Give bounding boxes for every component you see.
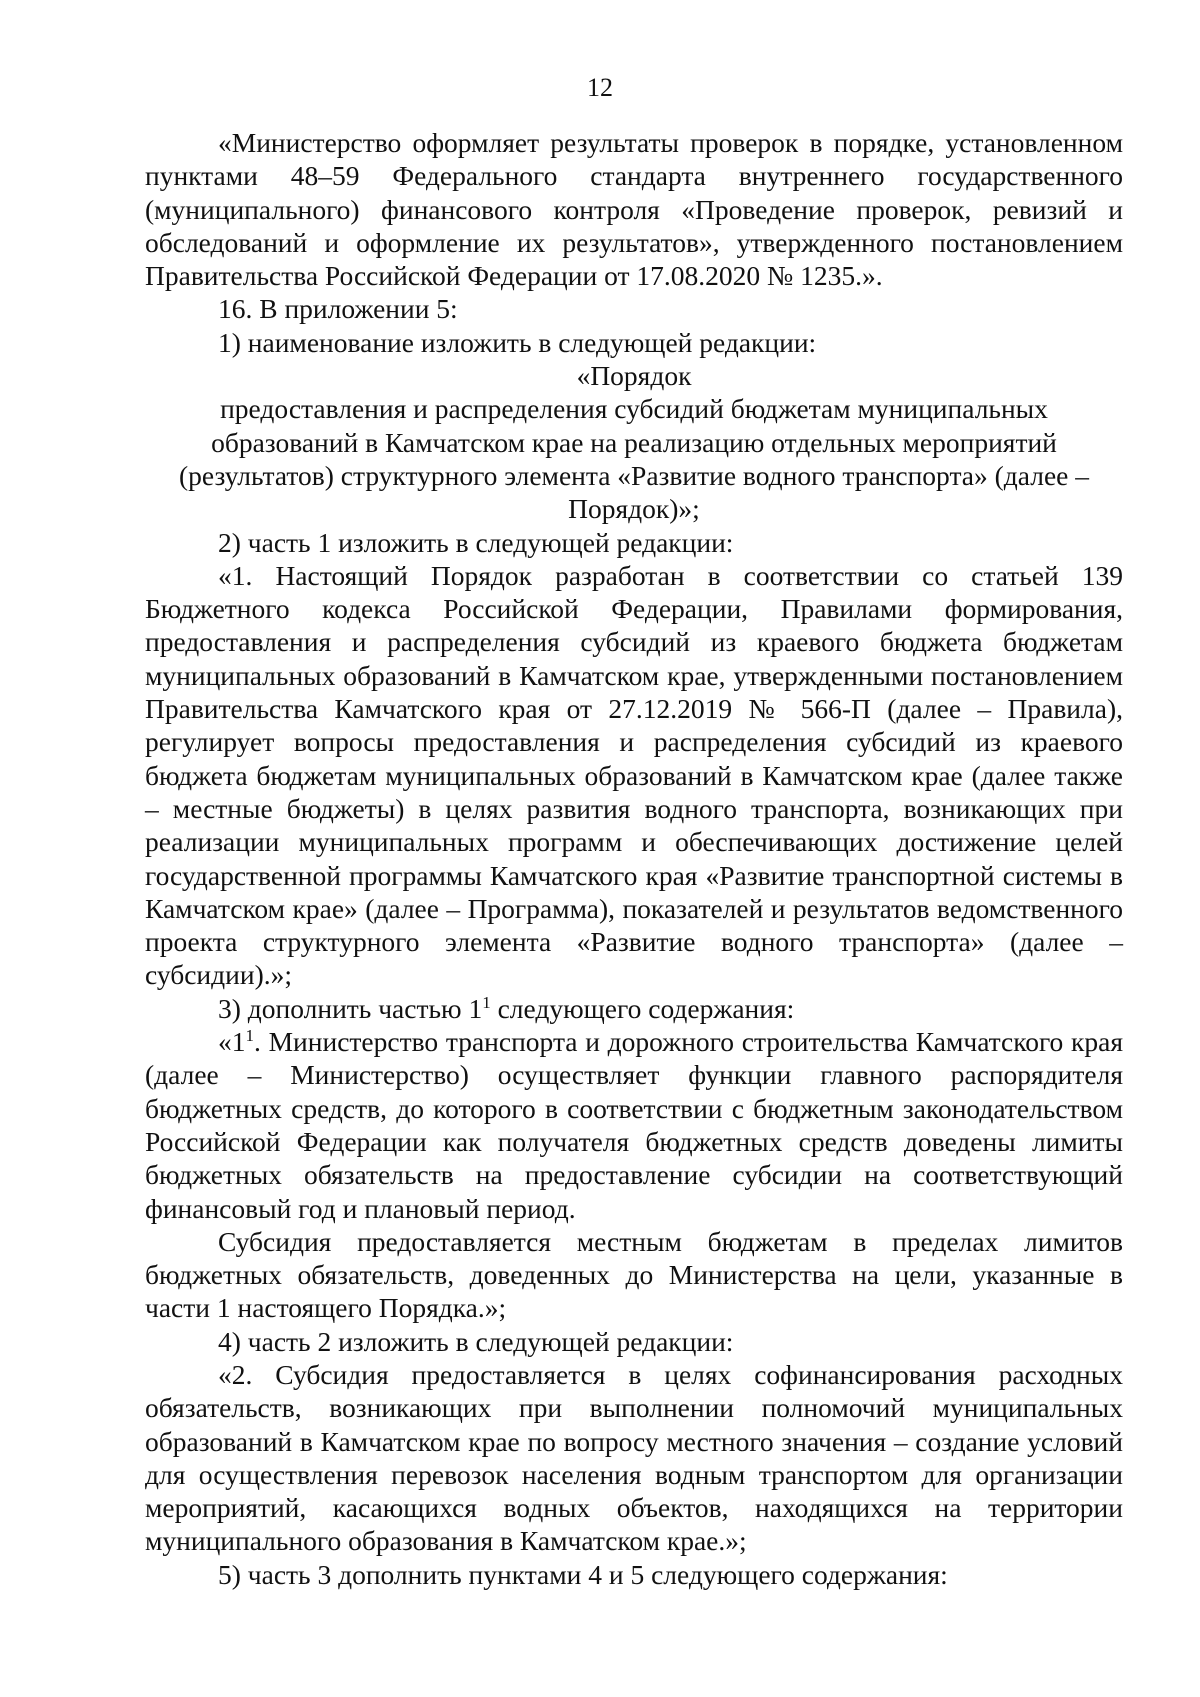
item-16-heading: 16. В приложении 5: (218, 293, 458, 325)
subitem-2: 2) часть 1 изложить в следующей редакции: (218, 526, 734, 558)
subitem-4: 4) часть 2 изложить в следующей редакции: (218, 1325, 734, 1357)
part-1-text: «1. Настоящий Порядок разработан в соответствии со статьей 139 Бюджетного кодекса Российской Федерации, Правилами формирования, предоставления и распределения субсидий из краевого бюджета бюджетам муниципальных образований в Камчатском крае, утвержденными постановлением Правительства Камчатского края от 27.12.2019 № 566-П (далее – Правила), регулирует вопросы предоставления и распределения субсидий из краевого бюджета бюджетам муниципальных образований в Камчатском крае (далее также – местные бюджеты) в целях развития водного транспорта, возникающих при реализации муниципальных программ и обеспечивающих достижение целей государственной программы Камчатского края «Развитие транспортной системы в Камчатском крае» (далее – Программа), показателей и результатов ведомственного проекта структурного элемента «Развитие водного транспорта» (далее – субсидии).»; (145, 559, 1123, 991)
page-number: 12 (587, 73, 613, 102)
part-1-1-text: «$1^1$. Министерство транспорта и дорожного строительства Камчатского края (далее – Министерство) осуществляет функции главного распорядителя бюджетных средств, до которого в соответствии с бюджетным законодательством Российской Федерации как получателя бюджетных средств доведены лимиты бюджетных обязательств на предоставление субсидии на соответствующий финансовый год и плановый период. (145, 1026, 1123, 1224)
procedure-title-body: предоставления и распределения субсидий бюджетам муниципальных образований в Камчатском крае на реализацию отдельных мероприятий (результатов) структурного элемента «Развитие водного транспорта» (далее – Порядок)»; (179, 393, 1089, 525)
part-2-text: «2. Субсидия предоставляется в целях софинансирования расходных обязательств, возникающих при выполнении полномочий муниципальных образований в Камчатском крае по вопросу местного значения – создание условий для осуществления перевозок населения водным транспортом для организации мероприятий, касающихся водных объектов, находящихся на территории муниципального образования в Камчатском крае.»; (145, 1358, 1123, 1557)
subsidy-limits-text: Субсидия предоставляется местным бюджетам в пределах лимитов бюджетных обязательств, доведенных до Министерства на цели, указанные в части 1 настоящего Порядка.»; (145, 1225, 1123, 1324)
quote-ministry-checks: «Министерство оформляет результаты проверок в порядке, установленном пунктами 48–59 Федерального стандарта внутреннего государственного (муниципального) финансового контроля «Проведение проверок, ревизий и обследований и оформление их результатов», утвержденного постановлением Правительства Российской Федерации от 17.08.2020 № 1235.». (145, 127, 1123, 292)
document-body (145, 126, 1123, 1591)
subitem-1: 1) наименование изложить в следующей редакции: (218, 326, 817, 358)
superscript: 1 (482, 992, 491, 1012)
superscript: 1 (245, 1026, 254, 1046)
procedure-title-head: «Порядок (576, 360, 692, 392)
subitem-3: 3) дополнить частью $1^1$ следующего содержания: (218, 992, 795, 1024)
subitem-5: 5) часть 3 дополнить пунктами 4 и 5 следующего содержания: (218, 1558, 948, 1590)
